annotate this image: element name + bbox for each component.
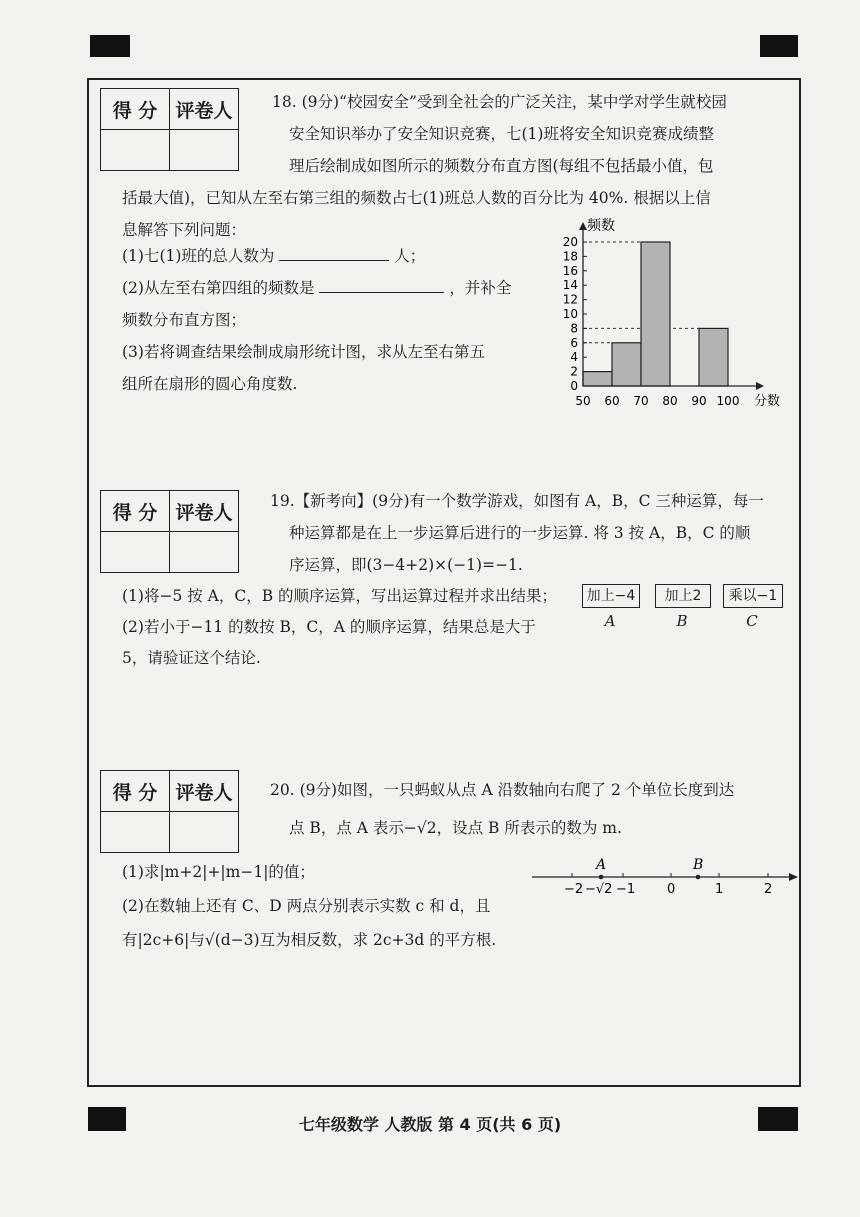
- q18-part-3-line-1: (3)若将调查结果绘制成扇形统计图，求从左至右第五: [122, 343, 485, 361]
- operation-label-a: A: [604, 612, 616, 630]
- y-tick-label: 20: [562, 235, 578, 249]
- y-tick-label: 10: [562, 307, 578, 321]
- score-table-q18: [100, 88, 239, 171]
- q20-line-2: 点 B，点 A 表示−√2，设点 B 所表示的数为 m.: [289, 819, 622, 837]
- q18-line-2: 安全知识举办了安全知识竞赛，七(1)班将安全知识竞赛成绩整: [289, 125, 714, 143]
- q18-part-1-text: (1)七(1)班的总人数为: [122, 247, 275, 265]
- histogram-bar: [699, 328, 728, 386]
- x-tick-label: 60: [604, 394, 620, 408]
- x-tick-label: 50: [575, 394, 591, 408]
- q18-part-2: [122, 272, 511, 304]
- q19-line-1: 19.【新考向】(9分)有一个数学游戏，如图有 A，B，C 三种运算，每一: [270, 492, 764, 510]
- tick-label-neg-1: −1: [616, 882, 636, 897]
- score-cell[interactable]: [101, 532, 170, 573]
- y-tick-label: 2: [570, 364, 578, 379]
- q18-line-4: 括最大值)，已知从左至右第三组的频数占七(1)班总人数的百分比为 40%. 根据以上信: [122, 189, 711, 207]
- q20-part-2: (2)在数轴上还有 C、D 两点分别表示实数 c 和 d，且: [122, 897, 491, 915]
- tick-label-2: 2: [764, 882, 773, 897]
- score-label: 得 分: [101, 89, 170, 130]
- y-tick-label: 6: [570, 335, 578, 350]
- score-label: 得 分: [101, 771, 170, 812]
- q18-part-3-line-2: 组所在扇形的圆心角度数.: [122, 375, 298, 393]
- number-line: [530, 855, 800, 900]
- tick-label-0: 0: [667, 882, 676, 897]
- registration-mark-top-left: [90, 35, 130, 57]
- tick-label-neg-sqrt2: −√2: [585, 882, 613, 897]
- x-tick-label: 70: [633, 394, 649, 408]
- x-tick-label: 80: [662, 394, 678, 408]
- operation-box-b: 加上2: [655, 584, 711, 608]
- q19-part-1: (1)将−5 按 A，C，B 的顺序运算，写出运算过程并求出结果；: [122, 587, 558, 605]
- grader-label: 评卷人: [170, 491, 239, 532]
- q19-part-2-line-2: 5，请验证这个结论.: [122, 649, 261, 667]
- x-axis-title: 分数: [754, 394, 781, 409]
- grader-cell[interactable]: [170, 532, 239, 573]
- q18-part-2-suffix: ，并补全: [449, 279, 512, 297]
- q20-part-3: 有|2c+6|与√(d−3)互为相反数，求 2c+3d 的平方根.: [122, 931, 497, 949]
- page-footer: 七年级数学 人教版 第 4 页(共 6 页): [298, 1115, 562, 1134]
- q18-line-1: 18. (9分)“校园安全”受到全社会的广泛关注，某中学对学生就校园: [272, 93, 727, 111]
- y-tick-label: 8: [570, 321, 578, 336]
- point-a-label: A: [596, 857, 607, 873]
- q19-line-2: 种运算都是在上一步运算后进行的一步运算. 将 3 按 A，B，C 的顺: [289, 524, 751, 542]
- score-label: 得 分: [101, 491, 170, 532]
- grader-cell[interactable]: [170, 812, 239, 853]
- operation-label-b: B: [676, 612, 688, 630]
- histogram-bar: [641, 242, 670, 386]
- q19-line-3: 序运算，即(3−4+2)×(−1)=−1.: [289, 556, 523, 574]
- operation-box-a: 加上−4: [582, 584, 640, 608]
- q18-part-2-line-2: 频数分布直方图；: [122, 311, 247, 329]
- y-tick-label: 14: [562, 278, 578, 293]
- q18-part-1-unit: 人；: [394, 247, 426, 265]
- point-a-dot: [599, 875, 604, 880]
- score-cell[interactable]: [101, 812, 170, 853]
- y-tick-label: 16: [562, 263, 578, 278]
- score-cell[interactable]: [101, 130, 170, 171]
- grader-cell[interactable]: [170, 130, 239, 171]
- y-axis-arrow: [579, 222, 587, 230]
- q18-line-3: 理后绘制成如图所示的频数分布直方图(每组不包括最小值，包: [289, 157, 714, 175]
- x-tick-label: 90: [691, 394, 707, 408]
- grader-label: 评卷人: [170, 89, 239, 130]
- tick-label-neg-2: −2: [564, 882, 584, 897]
- y-tick-label: 4: [570, 350, 578, 365]
- answer-blank-total[interactable]: [279, 240, 389, 261]
- score-table-q19: [100, 490, 239, 573]
- q20-line-1: 20. (9分)如图，一只蚂蚁从点 A 沿数轴向右爬了 2 个单位长度到达: [270, 781, 735, 799]
- q18-part-1: [122, 240, 425, 272]
- operation-label-c: C: [746, 612, 758, 630]
- q18-line-5: 息解答下列问题：: [122, 221, 247, 239]
- y-tick-label: 0: [570, 379, 578, 393]
- frequency-histogram: [545, 208, 805, 413]
- q20-part-1: (1)求|m+2|+|m−1|的值；: [122, 863, 315, 881]
- grader-label: 评卷人: [170, 771, 239, 812]
- tick-label-1: 1: [715, 882, 724, 897]
- q19-part-2-line-1: (2)若小于−11 的数按 B，C，A 的顺序运算，结果总是大于: [122, 618, 536, 636]
- score-table-q20: [100, 770, 239, 853]
- x-tick-label: 100: [716, 394, 740, 408]
- point-b-label: B: [693, 857, 704, 873]
- point-b-dot: [696, 875, 701, 880]
- q18-part-2-text: (2)从左至右第四组的频数是: [122, 279, 315, 297]
- registration-mark-top-right: [760, 35, 798, 57]
- answer-blank-fourth-group[interactable]: [319, 272, 444, 293]
- histogram-bar: [583, 372, 612, 386]
- x-axis-arrow: [756, 382, 764, 390]
- operation-box-c: 乘以−1: [723, 584, 783, 608]
- y-axis-title: 频数: [587, 218, 615, 234]
- y-tick-label: 12: [562, 292, 578, 307]
- y-tick-label: 18: [562, 249, 578, 264]
- histogram-bar: [612, 343, 641, 386]
